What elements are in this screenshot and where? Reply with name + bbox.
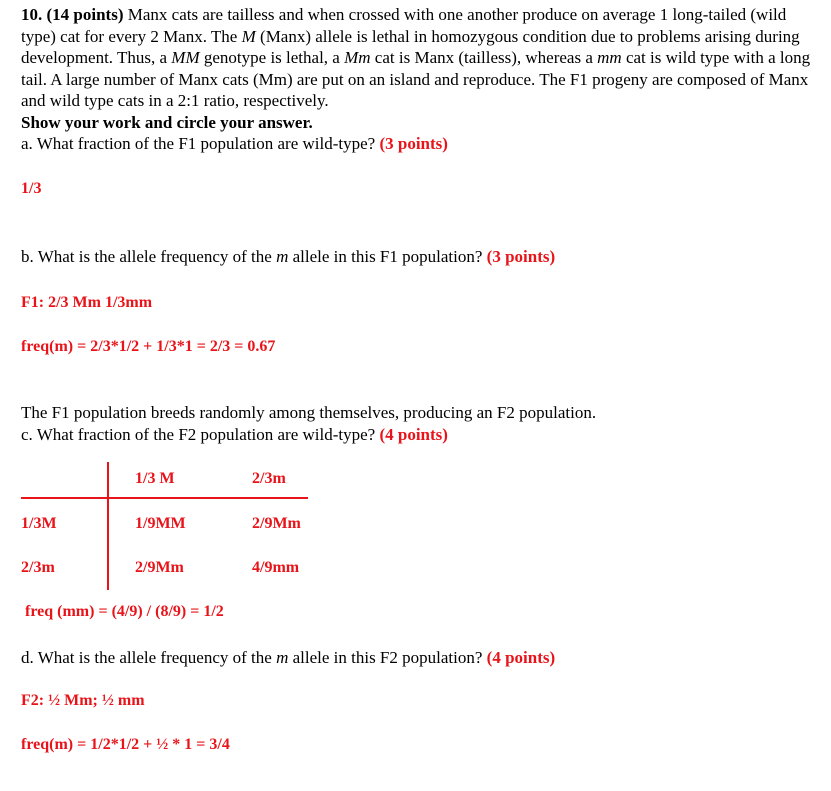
intro-text-1: Manx cats are tailless and when crossed with one another produce on average 1 long-tailed (wild type) cat for every 2 Manx. The <box>21 5 787 46</box>
part-c-text: c. What fraction of the F2 population are wild-type? <box>21 425 380 444</box>
part-b-text-post: allele in this F1 population? <box>288 247 487 266</box>
punnett-cell: 2/9Mm <box>252 515 301 532</box>
part-a-question <box>21 133 821 155</box>
punnett-cell: 4/9mm <box>252 559 300 576</box>
intro-text-5: cat is wild type with a long tail. A large number of Manx cats (Mm) are put on an island and reproduce. The F1 progeny are composed of Manx and wild type cats in a 2:1 ratio, respectively. <box>21 48 811 110</box>
punnett-horizontal-line <box>21 497 308 499</box>
part-b-allele: m <box>276 247 289 266</box>
part-d-answer-line1: F2: ½ Mm; ½ mm <box>21 692 145 709</box>
part-c-answer: freq (mm) = (4/9) / (8/9) = 1/2 <box>25 603 224 620</box>
allele-m: M <box>241 26 256 46</box>
genotype-mm: mm <box>597 48 622 67</box>
punnett-col-header: 1/3 M <box>135 470 175 487</box>
genotype-Mm: Mm <box>344 48 371 67</box>
part-b-text-pre: b. What is the allele frequency of the <box>21 247 277 266</box>
part-a-answer: 1/3 <box>21 180 42 197</box>
intro-text-2: (Manx) allele is lethal in homozygous condition due to problems arising during development. Thus, a <box>21 26 800 67</box>
part-a-points: (3 points) <box>379 134 448 153</box>
punnett-vertical-line <box>107 462 109 590</box>
part-b-answer-line2: freq(m) = 2/3*1/2 + 1/3*1 = 2/3 = 0.67 <box>21 338 276 355</box>
genotype-MM: MM <box>171 48 200 67</box>
punnett-col-header: 2/3m <box>252 470 286 487</box>
part-a-text: a. What fraction of the F1 population are wild-type? <box>21 134 380 153</box>
question-number: 10. <box>21 5 43 24</box>
part-c-question <box>21 425 448 445</box>
intro-text-3: genotype is lethal, a <box>199 48 345 67</box>
part-d-points: (4 points) <box>486 648 556 667</box>
part-c-points: (4 points) <box>379 425 448 444</box>
question-intro <box>21 4 821 155</box>
punnett-row-header: 2/3m <box>21 559 55 576</box>
part-b-question <box>21 247 555 267</box>
f2-intro: The F1 population breeds randomly among themselves, producing an F2 population. <box>21 403 597 422</box>
part-b-answer-line1: F1: 2/3 Mm 1/3mm <box>21 294 153 311</box>
part-d-question <box>21 648 555 668</box>
part-d-allele: m <box>276 648 289 667</box>
punnett-cell: 1/9MM <box>135 515 186 532</box>
part-d-answer-line2: freq(m) = 1/2*1/2 + ½ * 1 = 3/4 <box>21 736 230 753</box>
part-d-text-pre: d. What is the allele frequency of the <box>21 648 277 667</box>
part-d-text-post: allele in this F2 population? <box>288 648 487 667</box>
instruction: Show your work and circle your answer. <box>21 112 313 132</box>
punnett-cell: 2/9Mm <box>135 559 184 576</box>
question-paragraph <box>21 4 821 112</box>
punnett-row-header: 1/3M <box>21 515 57 532</box>
question-points: (14 points) <box>46 5 124 24</box>
intro-text-4: cat is Manx (tailless), whereas a <box>370 48 598 67</box>
part-b-points: (3 points) <box>486 247 556 266</box>
